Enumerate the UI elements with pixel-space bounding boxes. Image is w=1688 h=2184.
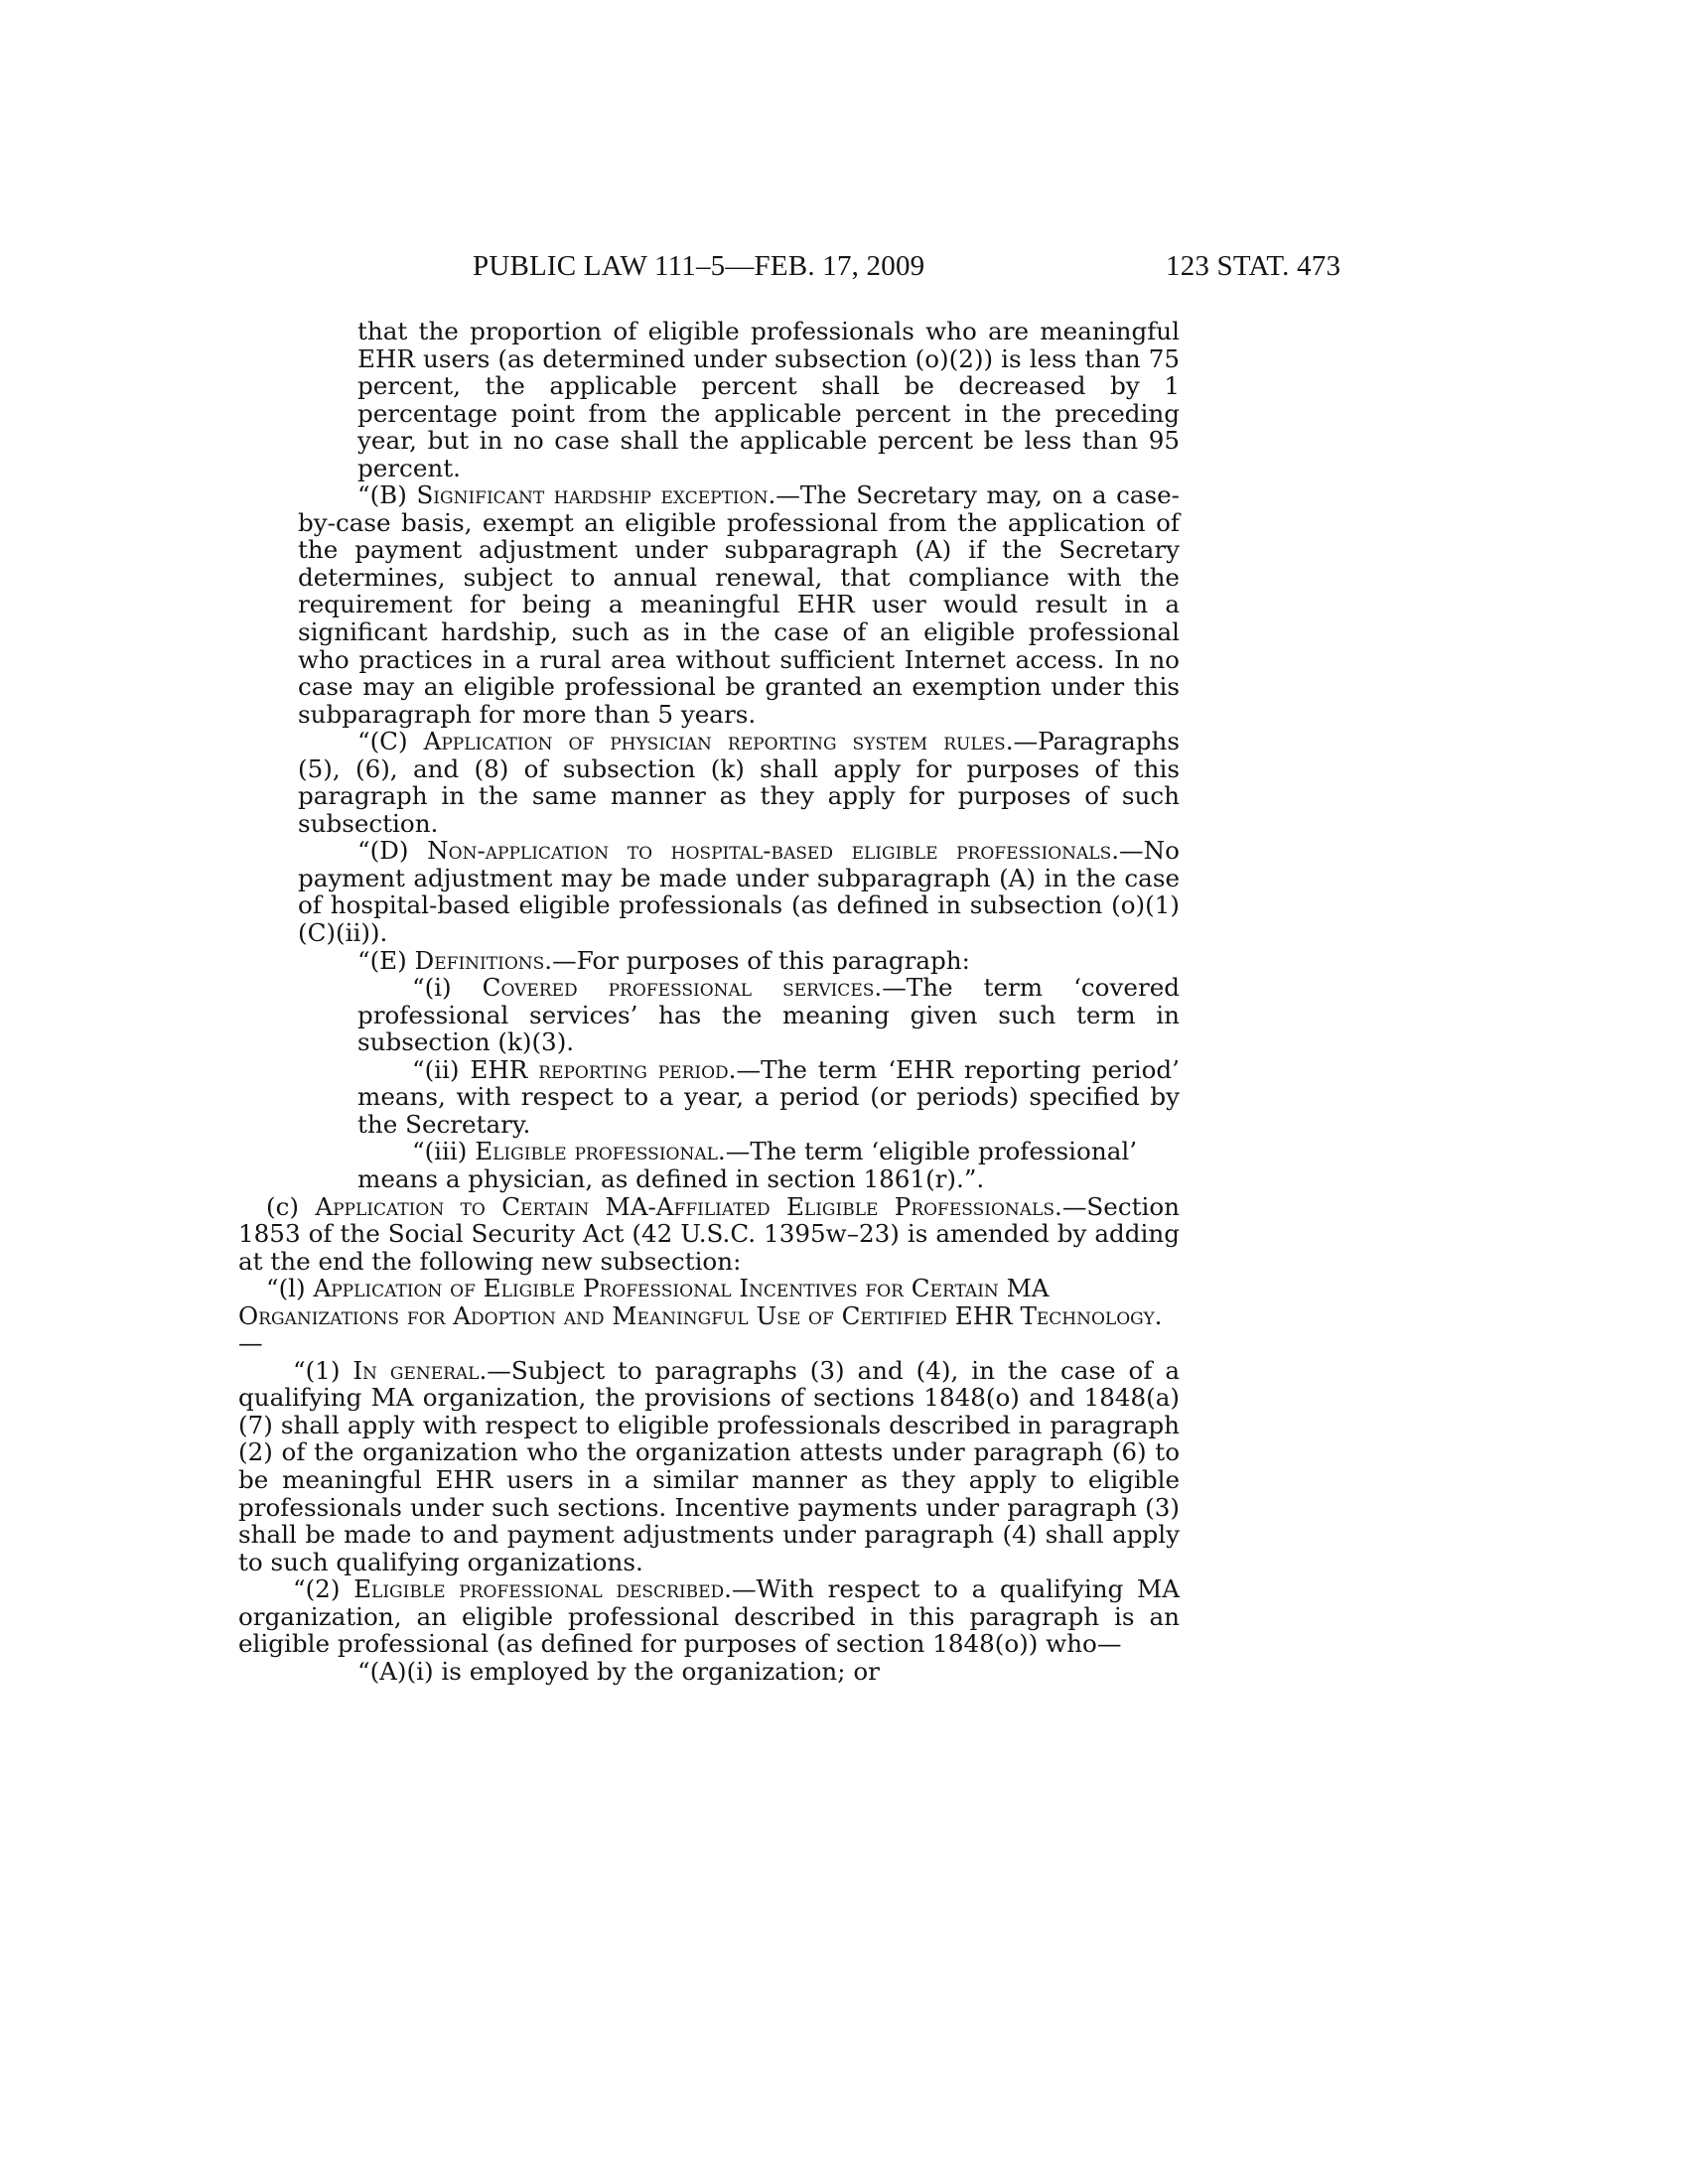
subparagraph-b: “(B) Significant hardship exception.—The Secretary may, on a case-by-case basis, exempt an eligible professional from the application of the payment adjustment under subparagraph (A) if the Secretary determines, subject to annual renewal, that compliance with the requirement for being a meaningful EHR user would result in a significant hardship, such as in the case of an eligible professional who practices in a rural area without sufficient Internet access. In no case may an eligible professional be granted an exemption under this subparagraph for more than 5 years. [298, 480, 1180, 729]
paragraph-continuation: that the proportion of eligible professionals who are meaningful EHR users (as determined under subsection (o)(2)) is less than 75 percent, the applicable percent shall be decreased by 1 percentage point from the applicable percent in the preceding year, but in no case shall the applicable percent be less than 95 percent. [357, 317, 1180, 482]
subparagraph-d: “(D) Non-application to hospital-based eligible professionals.—No payment adjustment may be made under subparagraph (A) in the case of hospital-based eligible professionals (as defined in subsection (o)(1)(C)(ii)). [298, 836, 1180, 948]
subparagraph-a-i: “(A)(i) is employed by the organization; or [357, 1656, 880, 1686]
subsection-c: (c) Application to Certain MA-Affiliated Eligible Professionals.—Section 1853 of the Social Security Act (42 U.S.C. 1395w–23) is amended by adding at the end the following new subsection: [238, 1191, 1180, 1276]
paragraph-1: “(1) In general.—Subject to paragraphs (3) and (4), in the case of a qualifying MA organization, the provisions of sections 1848(o) and 1848(a)(7) shall apply with respect to eligible professionals described in paragraph (2) of the organization who the organization attests under paragraph (6) to be meaningful EHR users in a similar manner as they apply to eligible professionals under such sections. Incentive payments under paragraph (3) shall be made to and payment adjustments under paragraph (4) shall apply to such qualifying organizations. [238, 1355, 1180, 1576]
subparagraph-c: “(C) Application of physician reporting system rules.—Paragraphs (5), (6), and (8) of subsection (k) shall apply for purposes of this paragraph in the same manner as they apply for purposes of such subsection. [298, 727, 1180, 838]
clause-i: “(i) Covered professional services.—The term ‘covered professional services’ has the meaning given such term in subsection (k)(3). [357, 973, 1180, 1057]
paragraph-2: “(2) Eligible professional described.—With respect to a qualifying MA organization, an eligible professional described in this paragraph is an eligible professional (as defined for purposes of section 1848(o)) who— [238, 1574, 1180, 1659]
running-head-law: PUBLIC LAW 111–5—FEB. 17, 2009 [473, 250, 925, 282]
clause-ii: “(ii) EHR reporting period.—The term ‘EHR reporting period’ means, with respect to a year, a period (or periods) specified by the Secretary. [357, 1054, 1180, 1139]
subsection-l: “(l) Application of Eligible Professional Incentives for Certain MA Organizations for Adoption and Meaningful Use of Certified EHR Technology.— [238, 1274, 1163, 1358]
running-head-page-number: 123 STAT. 473 [1166, 250, 1341, 282]
clause-iii: “(iii) Eligible professional.—The term ‘eligible professional’ means a physician, as defined in section 1861(r).”. [357, 1137, 1138, 1193]
subparagraph-e: “(E) Definitions.—For purposes of this paragraph: [357, 945, 970, 975]
statute-body [238, 317, 1180, 1686]
